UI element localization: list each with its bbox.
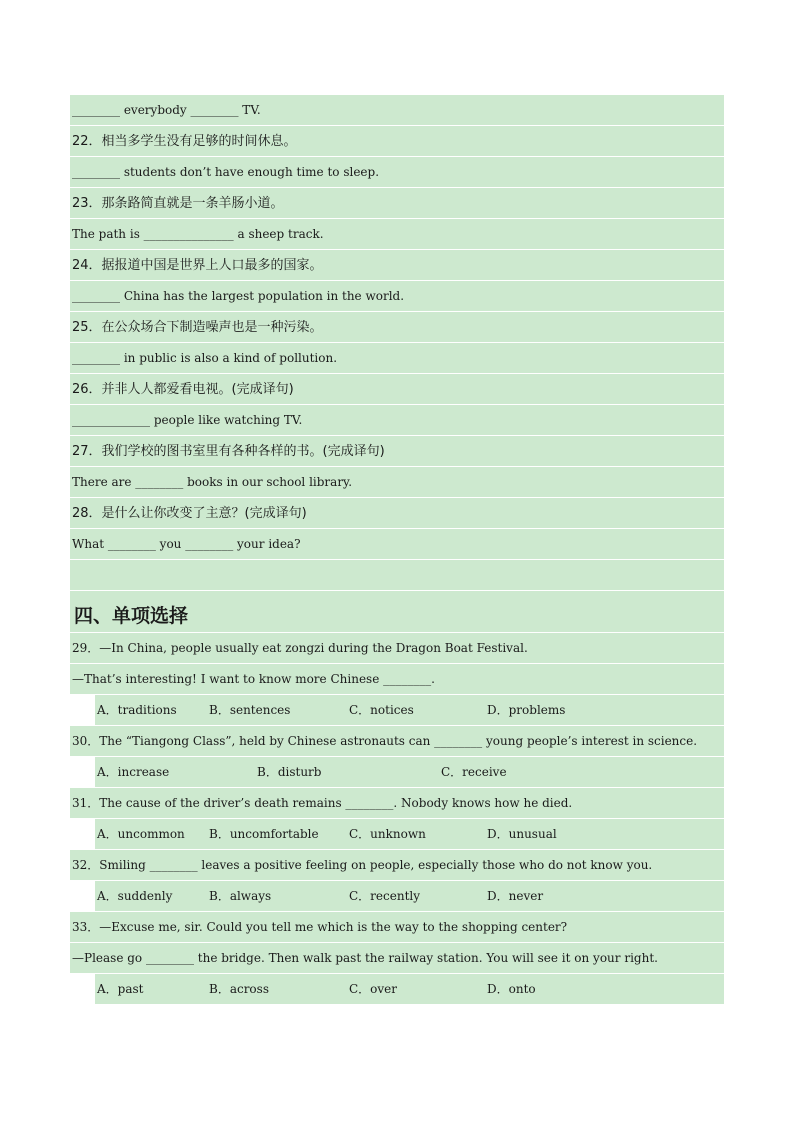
line-23-answer: The path is _______________ a sheep track. [70,219,724,250]
option-b[interactable]: B．always [209,889,272,903]
question-33-options [95,974,724,1005]
option-b[interactable]: B．across [209,982,269,996]
question-28: 28．是什么让你改变了主意？(完成译句) [70,498,724,529]
option-b[interactable]: B．uncomfortable [209,827,319,841]
spacer-row [70,560,724,591]
option-a[interactable]: A．uncommon [97,827,185,841]
option-b[interactable]: B．disturb [257,765,322,779]
line-25-answer: ________ in public is also a kind of pollution. [70,343,724,374]
line-28-answer: What ________ you ________ your idea? [70,529,724,560]
question-25: 25．在公众场合下制造噪声也是一种污染。 [70,312,724,343]
question-33-stem: 33．—Excuse me, sir. Could you tell me which is the way to the shopping center? [70,912,724,943]
option-c[interactable]: C．recently [349,889,421,903]
line-24-answer: ________ China has the largest population in the world. [70,281,724,312]
question-23: 23．那条路简直就是一条羊肠小道。 [70,188,724,219]
question-22: 22．相当多学生没有足够的时间休息。 [70,126,724,157]
worksheet [70,95,724,1005]
option-b[interactable]: B．sentences [209,703,291,717]
section-title: 四、单项选择 [70,591,724,633]
option-a[interactable]: A．traditions [97,703,177,717]
question-32-stem: 32．Smiling ________ leaves a positive feeling on people, especially those who do not know you. [70,850,724,881]
line-26-answer: _____________ people like watching TV. [70,405,724,436]
question-31-options [95,819,724,850]
question-29-stem: 29．—In China, people usually eat zongzi during the Dragon Boat Festival. [70,633,724,664]
option-a[interactable]: A．past [97,982,144,996]
question-30-stem: 30．The “Tiangong Class”, held by Chinese astronauts can ________ young people’s interest in science. [70,726,724,757]
option-d[interactable]: D．never [487,889,544,903]
question-27: 27．我们学校的图书室里有各种各样的书。(完成译句) [70,436,724,467]
question-29-line2: —That’s interesting! I want to know more Chinese ________. [70,664,724,695]
option-c[interactable]: C．notices [349,703,414,717]
option-a[interactable]: A．suddenly [97,889,173,903]
question-32-options [95,881,724,912]
question-26: 26．并非人人都爱看电视。(完成译句) [70,374,724,405]
option-d[interactable]: D．problems [487,703,566,717]
question-29-options [95,695,724,726]
option-c[interactable]: C．receive [441,765,507,779]
line-27-answer: There are ________ books in our school library. [70,467,724,498]
question-33-line2: —Please go ________ the bridge. Then walk past the railway station. You will see it on your right. [70,943,724,974]
option-a[interactable]: A．increase [97,765,170,779]
question-31-stem: 31．The cause of the driver’s death remains ________. Nobody knows how he died. [70,788,724,819]
option-c[interactable]: C．unknown [349,827,426,841]
line-21-answer: ________ everybody ________ TV. [70,95,724,126]
question-24: 24．据报道中国是世界上人口最多的国家。 [70,250,724,281]
question-30-options [95,757,724,788]
line-22-answer: ________ students don’t have enough time to sleep. [70,157,724,188]
option-c[interactable]: C．over [349,982,398,996]
option-d[interactable]: D．onto [487,982,536,996]
option-d[interactable]: D．unusual [487,827,557,841]
